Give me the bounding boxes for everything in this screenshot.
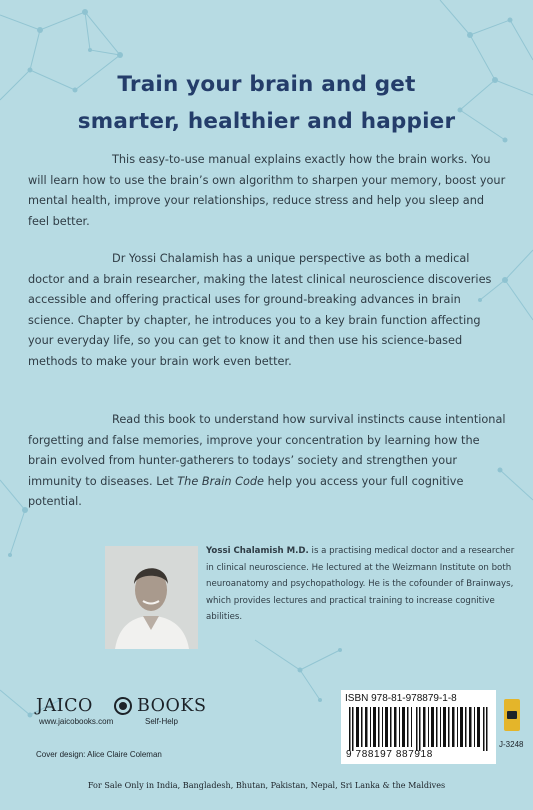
book-title-italic: The Brain Code bbox=[177, 474, 265, 488]
catalog-code: J-3248 bbox=[499, 740, 524, 749]
headline-line-1: Train your brain and get bbox=[117, 72, 416, 97]
blurb-paragraph-2: Dr Yossi Chalamish has a unique perspective as both a medical doctor and a brain researcher, making the latest clinical neuroscience discoveries accessible and offering practical uses for ground-breaking advances in brain science. Chapter by chapter, he introduces you to a key brain function affecting your everyday life, so you can get to know it and then use his science-based methods to make your brain work even better. bbox=[28, 252, 492, 368]
headline-line-2: smarter, healthier and happier bbox=[77, 109, 456, 134]
blurb-paragraph-3-text: Read this book to understand how survival instincts cause intentional forgetting and false memories, improve your concentration by learning how the brain evolved from hunter-gatherers to todays’ society and strengthen your immunity to diseases. Let bbox=[28, 413, 506, 488]
publisher-name-left: JAICO bbox=[36, 696, 93, 716]
author-bio-text: is a practising medical doctor and a researcher in clinical neuroscience. He lectured at the Weizmann Institute on both neuroanatomy and psychopathology. He is the cofounder of Brainways, which provides lectures and practical training to increase cognitive abilities. bbox=[206, 546, 515, 622]
barcode-number: 9 788197 887918 bbox=[346, 749, 433, 760]
blurb-paragraph-3-end: help you access your full cognitive potential. bbox=[28, 474, 464, 508]
isbn-text: ISBN 978-81-978879-1-8 bbox=[345, 693, 457, 704]
publisher-emblem-icon bbox=[114, 697, 132, 715]
blurb-paragraph-1: This easy-to-use manual explains exactly how the brain works. You will learn how to use the brain’s own algorithm to sharpen your memory, boost your mental health, improve your relationships, reduce stress and help you sleep and feel better. bbox=[28, 153, 506, 228]
publisher-website: www.jaicobooks.com bbox=[39, 717, 114, 726]
barcode-panel bbox=[341, 690, 496, 764]
sale-territory-notice: For Sale Only in India, Bangladesh, Bhutan, Pakistan, Nepal, Sri Lanka & the Maldives bbox=[87, 780, 446, 790]
jaico-mark-icon bbox=[504, 699, 520, 731]
author-name: Yossi Chalamish M.D. bbox=[206, 546, 309, 556]
barcode-bars bbox=[347, 707, 490, 751]
author-photo bbox=[105, 546, 198, 649]
author-bio bbox=[206, 543, 516, 626]
cover-design-credit: Cover design: Alice Claire Coleman bbox=[36, 750, 162, 759]
publisher-name-right: BOOKS bbox=[137, 696, 207, 716]
genre-label: Self-Help bbox=[145, 717, 178, 726]
headline bbox=[0, 66, 533, 140]
blurb-paragraph-3 bbox=[28, 410, 506, 513]
